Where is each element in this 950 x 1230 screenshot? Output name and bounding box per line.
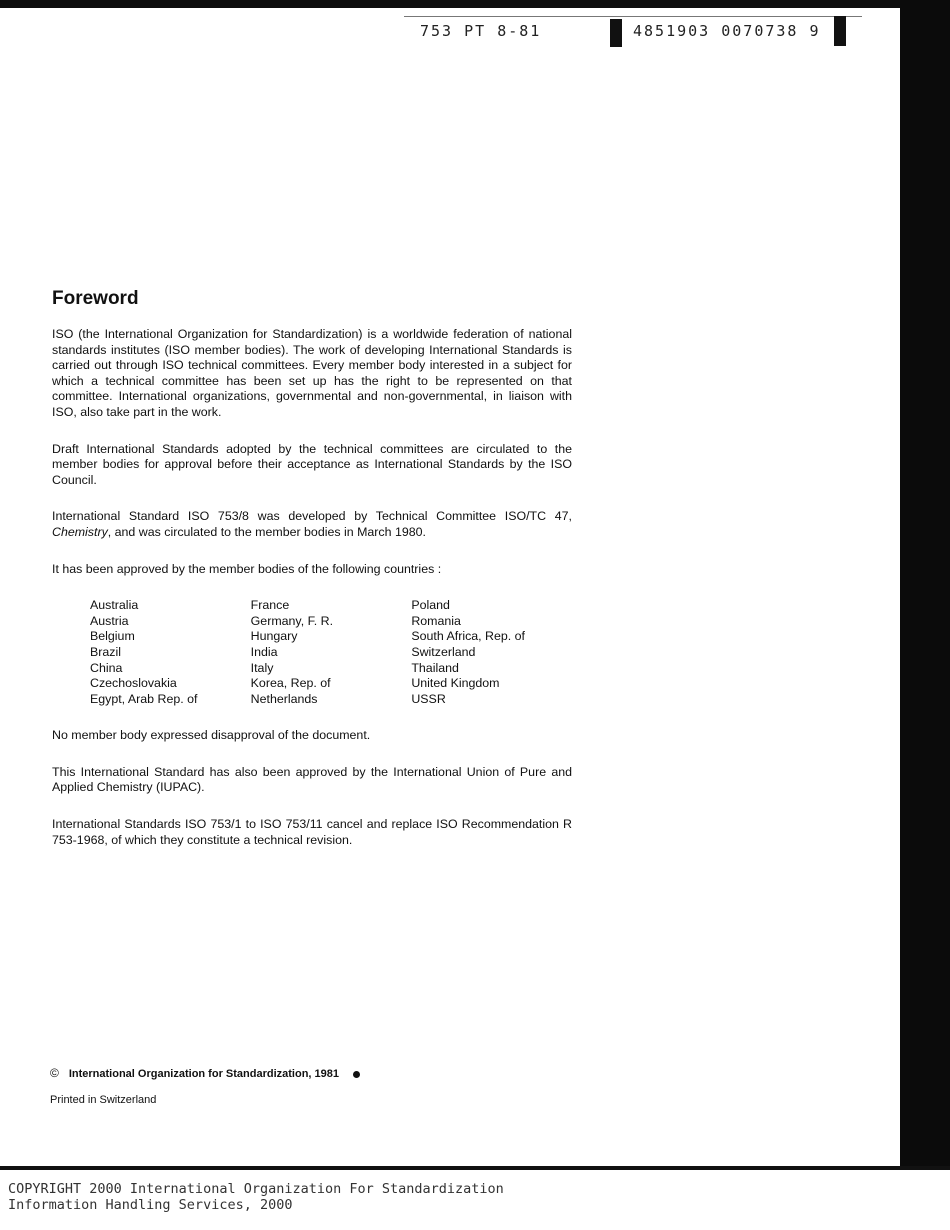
country-item: Austria xyxy=(90,613,129,628)
country-column-2 xyxy=(251,598,412,707)
paragraph-draft-standards: Draft International Standards adopted by the technical committees are circulated to the member bodies for approval before their acceptance as International Standards by the ISO Council. xyxy=(52,441,572,487)
country-list xyxy=(90,598,572,707)
country-item: France xyxy=(250,598,290,613)
country-column-1 xyxy=(90,598,251,707)
page-title: Foreword xyxy=(52,288,139,309)
paragraph-approval: It has been approved by the member bodies of the following countries : xyxy=(52,561,442,576)
country-item: Korea, Rep. of xyxy=(250,676,331,691)
country-item: Hungary xyxy=(250,629,298,644)
header-left-code: 753 PT 8-81 xyxy=(420,22,542,40)
development-text-end: , and was circulated to the member bodies in March 1980. xyxy=(107,524,426,539)
country-item: Thailand xyxy=(411,660,459,675)
header-rule xyxy=(404,16,862,17)
country-item: Italy xyxy=(250,660,274,675)
country-item: Egypt, Arab Rep. of xyxy=(90,691,198,706)
country-item: China xyxy=(90,660,123,675)
scan-bottom-edge xyxy=(0,1166,950,1170)
paragraph-development xyxy=(52,509,572,540)
country-item: USSR xyxy=(411,691,446,706)
committee-name: Chemistry xyxy=(52,524,108,539)
country-item: Romania xyxy=(411,613,461,628)
bullet-icon xyxy=(353,1071,360,1078)
paragraph-no-disapproval: No member body expressed disapproval of the document. xyxy=(52,728,371,743)
country-item: Czechoslovakia xyxy=(90,676,177,691)
footer-line-1: COPYRIGHT 2000 International Organization For Standardization xyxy=(8,1181,504,1197)
foreword-section xyxy=(52,288,572,869)
country-item: South Africa, Rep. of xyxy=(411,629,525,644)
country-item: Netherlands xyxy=(250,691,318,706)
printed-in: Printed in Switzerland xyxy=(50,1094,157,1106)
paragraph-iupac: This International Standard has also been approved by the International Union of Pure and Applied Chemistry (IUPAC). xyxy=(52,764,572,795)
paragraph-iso-intro: ISO (the International Organization for Standardization) is a worldwide federation of national standards institutes (ISO member bodies). The work of developing International Standards is carried out through ISO technical committees. Every member body interested in a subject for which a technical committee has been set up has the right to be represented on that committee. International organizations, governmental and non-governmental, in liaison with ISO, also take part in the work. xyxy=(52,327,572,419)
header-right-code: 4851903 0070738 9 xyxy=(633,22,821,40)
country-item: Poland xyxy=(411,598,450,613)
country-item: Switzerland xyxy=(411,644,476,659)
paragraph-revision: International Standards ISO 753/1 to ISO 753/11 cancel and replace ISO Recommendation R 753-1968, of which they constitute a technical revision. xyxy=(52,817,572,847)
copyright-symbol: © xyxy=(50,1066,59,1080)
country-column-3 xyxy=(411,598,572,707)
country-item: United Kingdom xyxy=(411,676,500,691)
country-item: Belgium xyxy=(90,629,135,644)
scan-right-edge xyxy=(900,0,950,1170)
country-item: Germany, F. R. xyxy=(250,613,334,628)
header-marker-block-end xyxy=(834,16,846,46)
header-marker-block xyxy=(610,19,622,47)
copyright-footer xyxy=(8,1182,504,1213)
copyright-line xyxy=(50,1066,360,1080)
country-item: India xyxy=(250,644,278,659)
country-item: Australia xyxy=(90,598,139,613)
development-text: International Standard ISO 753/8 was developed by Technical Committee ISO/TC 47, xyxy=(52,509,572,524)
scan-top-border xyxy=(0,0,950,8)
footer-line-2: Information Handling Services, 2000 xyxy=(8,1196,293,1213)
country-item: Brazil xyxy=(90,644,121,659)
copyright-text: International Organization for Standardization, 1981 xyxy=(68,1068,339,1080)
